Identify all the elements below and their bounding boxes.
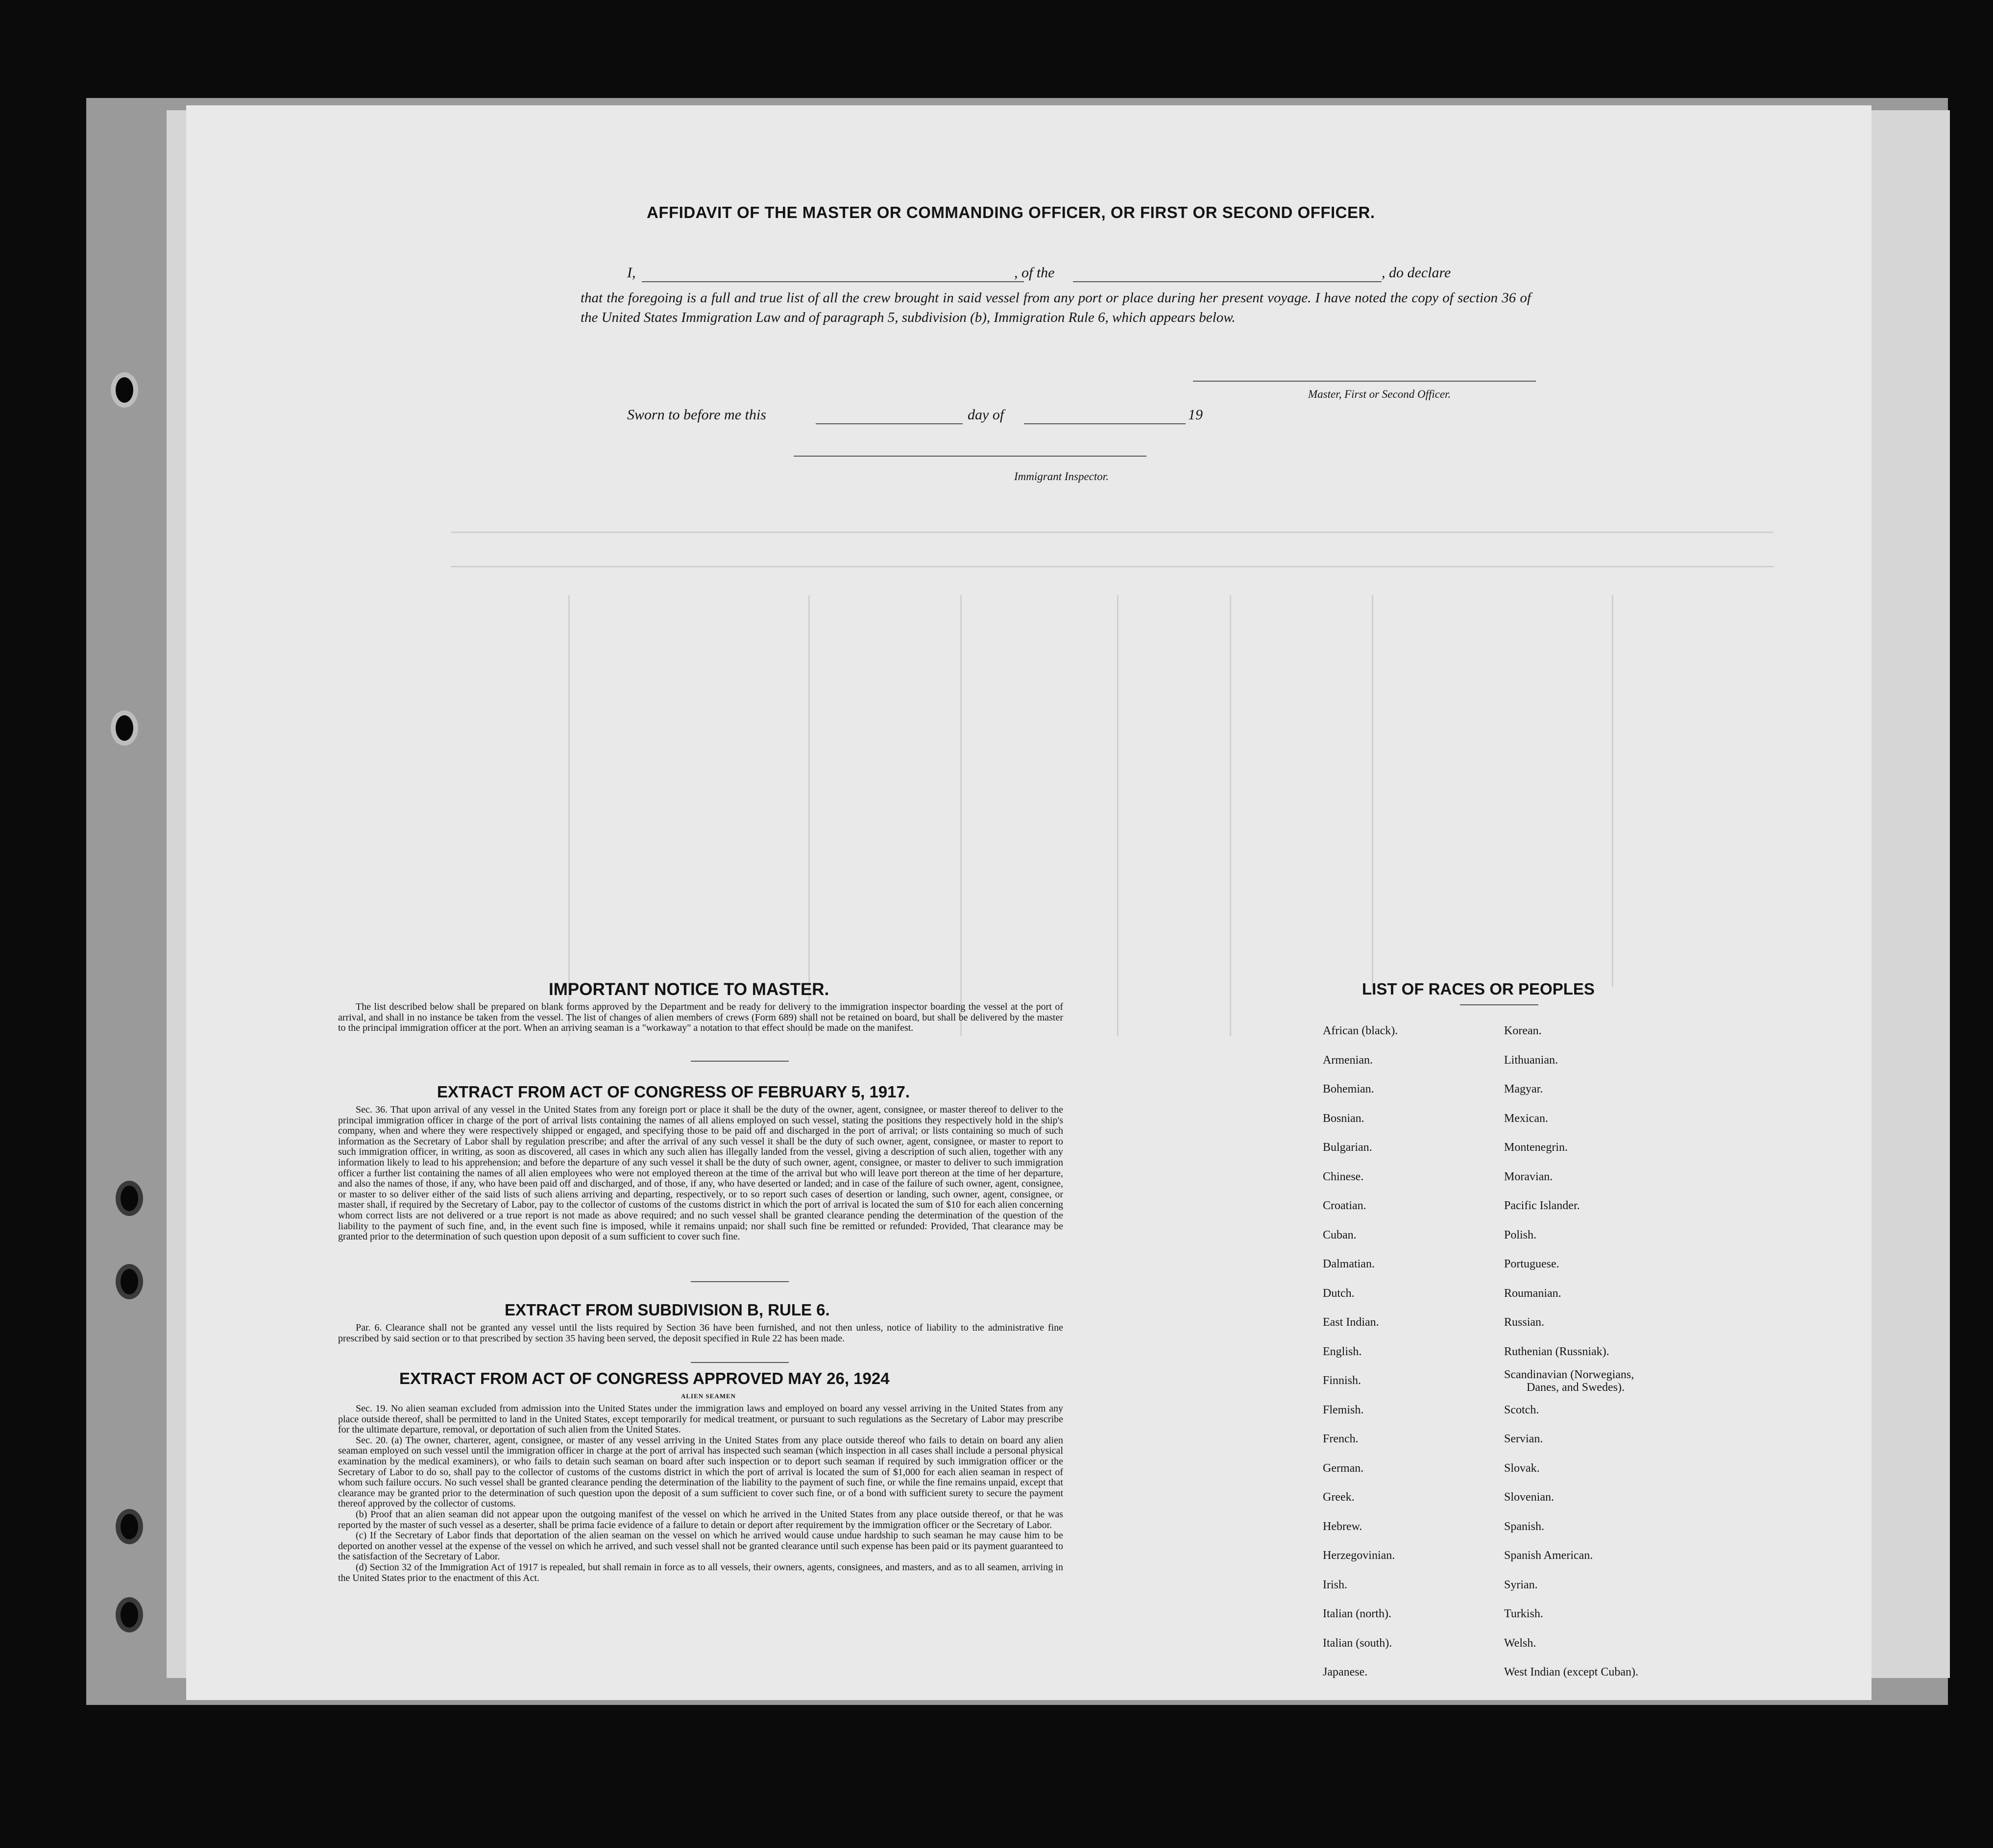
section-19-paragraph: Sec. 19. No alien seaman excluded from admission into the United States under the immigration laws and employed on board any vessel arriving in the United States from any place outside thereof, shall be permitted to land in the United States, except temporarily for medical treatment, or pursuant to such regulations as the Secretary of Labor may prescribe for the ultimate departure, removal, or deportation of such alien from the United States. (338, 1403, 1063, 1435)
race-item: Danes, and Swedes). (1527, 1381, 1625, 1394)
race-item: Italian (south). (1323, 1636, 1392, 1650)
divider (691, 1061, 789, 1062)
inspector-signature-line (794, 456, 1146, 457)
bleed-through-rule (451, 566, 1774, 567)
race-item: French. (1323, 1433, 1359, 1445)
divider (691, 1281, 789, 1282)
race-item: English. (1323, 1345, 1362, 1358)
race-item: Turkish. (1504, 1607, 1543, 1620)
race-item: Montenegrin. (1504, 1141, 1568, 1154)
section-20a-paragraph: Sec. 20. (a) The owner, charterer, agent, consignee, or master of any vessel arriving in the United States from any place outside thereof who fails to detain on board any alien seaman employed on such vessel until the immigration officer in charge at the port of arrival has inspected such seaman (which inspection in all cases shall include a personal physical examination by the medical examiners), or who fails to detain such seaman on board after such inspection or to deport such seaman if required by such immigration officer or the Secretary of Labor to do so, shall pay to the collector of customs of the customs district in which the port of arrival is located the sum of $1,000 for each alien seaman in respect of whom such failure occurs. No such vessel shall be granted clearance pending the determination of the liability to the payment of such fine, or while the fine remains unpaid, except that clearance may be granted prior to the determination of such question upon the deposit of a sum sufficient to cover such fine, or of a bond with sufficient surety to secure the payment thereof approved by the collector of customs. (338, 1435, 1063, 1509)
i-label: I, (627, 265, 636, 281)
inspector-caption: Immigrant Inspector. (1014, 470, 1109, 483)
race-item: Cuban. (1323, 1228, 1357, 1241)
year-label: 19 (1188, 407, 1203, 423)
race-item: Croatian. (1323, 1199, 1366, 1212)
punch-hole-left-2 (111, 710, 138, 746)
races-left-column (1323, 1017, 1398, 1687)
race-item: Irish. (1323, 1578, 1347, 1591)
race-item: Japanese. (1323, 1666, 1368, 1678)
race-item: Scotch. (1504, 1403, 1539, 1416)
race-item: West Indian (except Cuban). (1504, 1666, 1638, 1678)
sworn-label: Sworn to before me this (627, 407, 766, 423)
race-item: Pacific Islander. (1504, 1199, 1580, 1212)
race-item: Dutch. (1323, 1287, 1355, 1300)
race-item: Servian. (1504, 1433, 1543, 1445)
race-item: Russian. (1504, 1316, 1545, 1329)
race-item: Mexican. (1504, 1112, 1548, 1125)
race-item: Bohemian. (1323, 1083, 1374, 1095)
race-item: African (black). (1323, 1024, 1398, 1037)
punch-hole-left-4 (116, 1264, 143, 1299)
race-item: Bosnian. (1323, 1112, 1364, 1125)
race-item: East Indian. (1323, 1316, 1379, 1329)
races-title: LIST OF RACES OR PEOPLES (1362, 980, 1595, 998)
extract-1917-title: EXTRACT FROM ACT OF CONGRESS OF FEBRUARY 5, 1917. (437, 1083, 910, 1101)
notice-text: The list described below shall be prepared on blank forms approved by the Department and be ready for delivery to the immigration inspector boarding the vessel at the port of arrival, and shall in no instance be taken from the vessel. The list of changes of alien members of crews (Form 689) shall not be retained on board, but shall be delivered by the master to the principal immigration officer at the port. When an arriving seaman is a "workaway" a notation to that effect should be made on the manifest. (338, 1001, 1063, 1034)
race-item: Armenian. (1323, 1053, 1373, 1067)
extract-rule6-title: EXTRACT FROM SUBDIVISION B, RULE 6. (505, 1301, 830, 1319)
race-item: Slovenian. (1504, 1491, 1554, 1504)
punch-hole-left-1 (111, 372, 138, 408)
race-item: Finnish. (1323, 1374, 1361, 1387)
extract-1924-title: EXTRACT FROM ACT OF CONGRESS APPROVED MAY 26, 1924 (399, 1369, 890, 1387)
section-20d-paragraph: (d) Section 32 of the Immigration Act of 1917 is repealed, but shall remain in force as to all vessels, their owners, agents, consignees, and masters, and as to all seamen, arriving in the United States prior to the enactment of this Act. (338, 1561, 1063, 1583)
vessel-blank-line (1073, 281, 1382, 282)
race-item: Italian (north). (1323, 1607, 1391, 1620)
race-item: Flemish. (1323, 1403, 1364, 1416)
race-item: Welsh. (1504, 1636, 1536, 1650)
race-item: Herzegovinian. (1323, 1549, 1395, 1562)
sworn-day-blank (816, 423, 963, 424)
race-item: Greek. (1323, 1491, 1355, 1504)
race-item: Ruthenian (Russniak). (1504, 1345, 1609, 1358)
punch-hole-left-5 (116, 1509, 143, 1544)
races-right-column (1504, 1017, 1638, 1687)
bleed-through-column (1230, 595, 1231, 1036)
divider (691, 1362, 789, 1363)
bleed-through-column (808, 595, 810, 1036)
race-item: Scandinavian (Norwegians, (1504, 1368, 1634, 1381)
notice-title: IMPORTANT NOTICE TO MASTER. (549, 980, 829, 999)
race-item: Portuguese. (1504, 1258, 1559, 1270)
race-item: Syrian. (1504, 1578, 1538, 1591)
affidavit-statement: that the foregoing is a full and true list of all the crew brought in said vessel from any port or place during her present voyage. I have noted the copy of section 36 of the United States Immigration Law and of paragraph 5, subdivision (b), Immigration Rule 6, which appears below. (581, 290, 1531, 325)
race-item: Magyar. (1504, 1083, 1543, 1095)
race-item: Spanish American. (1504, 1549, 1593, 1562)
divider (1460, 1004, 1538, 1005)
race-item: Hebrew. (1323, 1520, 1362, 1533)
race-item: Spanish. (1504, 1520, 1545, 1533)
sworn-month-blank (1024, 423, 1186, 424)
race-item: Korean. (1504, 1024, 1542, 1037)
bleed-through-rule (451, 532, 1774, 533)
extract-rule6-text: Par. 6. Clearance shall not be granted any vessel until the lists required by Section 36 have been furnished, and not then unless, notice of liability to the administrative fine prescribed by said section or to that prescribed by section 35 having been served, the deposit specified in Rule 22 has been made. (338, 1322, 1063, 1344)
bleed-through-column (568, 595, 570, 1036)
race-item-multiline (1504, 1366, 1638, 1396)
race-item: German. (1323, 1461, 1364, 1475)
extract-1917-text: Sec. 36. That upon arrival of any vessel in the United States from any foreign port or place it shall be the duty of the owner, agent, consignee, or master thereof to deliver to the principal immigration officer in charge of the port of arrival lists containing the names of all aliens employed on such vessel, stating the positions they respectively hold in the ship's company, when and where they were respectively shipped or engaged, and specifying those to be paid off and discharged in the port of arrival; or lists containing so much of such information as the Secretary of Labor shall by regulation prescribe; and after the arrival of any such vessel it shall be the duty of such owner, agent, consignee, or master to report to such immigration officer, in writing, as soon as discovered, all cases in which any such alien has illegally landed from the vessel, giving a description of such alien, together with any information likely to lead to his apprehension; and before the departure of any such vessel it shall be the duty of such owner, agent, consignee, or master to deliver to such immigration officer a further list containing the names of all alien employees who were not employed thereon at the time of the arrival but who will leave port thereon at the time of her departure, and also the names of those, if any, who have been paid off and discharged, and of those, if any, who have deserted or landed; and in case of the failure of such owner, agent, consignee, or master to so deliver either of the said lists of such aliens arriving and departing, respectively, or to so report such cases of desertion or landing, such owner, agent, consignee, or master shall, if required by the Secretary of Labor, pay to the collector of customs of the customs district in which the port of arrival is located the sum of $10 for each alien concerning whom correct lists are not delivered or a true report is not made as above required; and no such vessel shall be granted clearance pending the determination of the question of the liability to the payment of such fine, and, in the event such fine is imposed, while it remains unpaid; nor shall such fine be remitted or refunded: Provided, That clearance may be granted prior to the determination of such question upon deposit of a sum sufficient to cover such fine. (338, 1104, 1063, 1242)
of-the-label: , of the (1014, 265, 1055, 281)
punch-hole-left-6 (116, 1597, 143, 1632)
race-item: Lithuanian. (1504, 1053, 1558, 1067)
bleed-through-column (1117, 595, 1118, 1036)
alien-seamen-subtitle: ALIEN SEAMEN (681, 1392, 736, 1400)
section-20b-paragraph: (b) Proof that an alien seaman did not appear upon the outgoing manifest of the vessel on which he arrived in the United States from any place outside thereof, or that he was reported by the master of such vessel as a deserter, shall be prima facie evidence of a failure to detain or deport after requirement by the immigration officer or the Secretary of Labor. (338, 1508, 1063, 1531)
punch-hole-left-3 (116, 1181, 143, 1216)
name-blank-line (642, 281, 1024, 282)
race-item: Chinese. (1323, 1170, 1364, 1183)
bleed-through-column (960, 595, 962, 1036)
day-of-label: day of (968, 407, 1004, 423)
race-item: Bulgarian. (1323, 1141, 1372, 1154)
affidavit-title: AFFIDAVIT OF THE MASTER OR COMMANDING OFFICER, OR FIRST OR SECOND OFFICER. (647, 203, 1375, 221)
master-caption: Master, First or Second Officer. (1308, 388, 1451, 400)
section-20c-paragraph: (c) If the Secretary of Labor finds that deportation of the alien seaman on the vessel on which he arrived would cause undue hardship to such seaman he may cause him to be deported on another vessel at the expense of the vessel on which he arrived, and such vessel shall not be granted clearance until such expense has been paid or its payment guaranteed to the satisfaction of the Secretary of Labor. (338, 1530, 1063, 1562)
bleed-through-column (1612, 595, 1613, 987)
extract-1924-text (338, 1404, 1063, 1583)
race-item: Polish. (1504, 1228, 1537, 1241)
race-item: Moravian. (1504, 1170, 1553, 1183)
race-item: Slovak. (1504, 1461, 1540, 1475)
do-declare-label: , do declare (1382, 265, 1451, 281)
race-item: Roumanian. (1504, 1287, 1561, 1300)
master-signature-line (1193, 381, 1536, 382)
race-item: Dalmatian. (1323, 1258, 1375, 1270)
bleed-through-column (1372, 595, 1373, 987)
affidavit-page (186, 105, 1871, 1700)
